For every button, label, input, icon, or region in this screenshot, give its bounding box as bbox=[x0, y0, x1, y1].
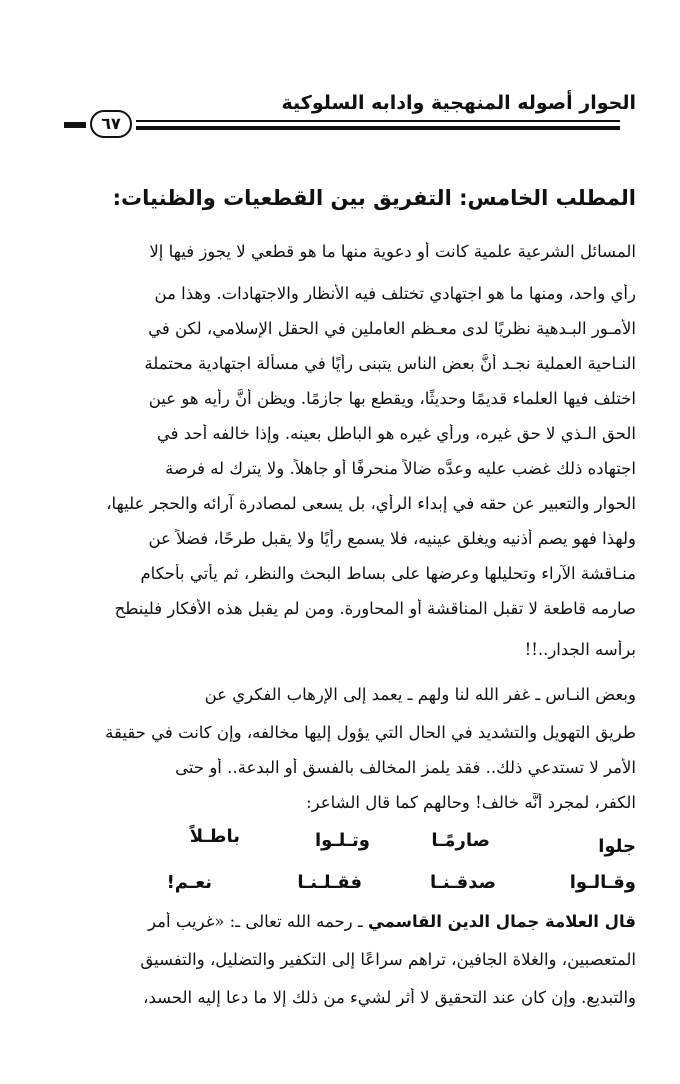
poem-word: نعـم! bbox=[166, 872, 212, 893]
paragraph-line: النـاحية العملية نجـد أنَّ بعض الناس يتبنى رأيًا في مسألة اجتهادية محتملة bbox=[144, 354, 636, 373]
quote-opening: ـ رحمه الله تعالى ـ: «غريب أمر bbox=[148, 912, 363, 931]
paragraph-line: صارمه قاطعة لا تقبل المناقشة أو المحاورة. ومن لم يقبل هذه الأفكار فلينطح bbox=[114, 599, 636, 618]
quote-attribution: قال العلامة جمال الدين القاسمي bbox=[367, 912, 636, 931]
paragraph-line: الكفر، لمجرد أنَّه خالف! وحالهم كما قال الشاعر: bbox=[306, 793, 636, 812]
paragraph-line: الحوار والتعبير عن حقه في إبداء الرأي، بل يسعى لمصادرة آرائه والحجر عليها، bbox=[106, 494, 636, 513]
paragraph-line: طريق التهويل والتشديد في الحال التي يؤول إليها مخالفه، وإن كانت في حقيقة bbox=[105, 723, 636, 742]
header-rule bbox=[64, 114, 620, 133]
section-heading: المطلب الخامس: التفريق بين القطعيات والظنيات: bbox=[112, 186, 636, 210]
paragraph-line: الحق الـذي لا حق غيره، ورأي غيره هو الباطل بعينه. وإذا خالفه أحد في bbox=[156, 424, 636, 443]
paragraph-line: منـاقشة الآراء وتحليلها وعرضها على بساط البحث والنظر، ثم يأتي بأحكام bbox=[140, 564, 636, 583]
paragraph-line: الأمر لا تستدعي ذلك.. فقد يلمز المخالف بالفسق أو البدعة.. أو حتى bbox=[175, 758, 636, 777]
page-number: ٦٧ bbox=[90, 110, 132, 138]
paragraph-line: برأسه الجدار..!! bbox=[524, 640, 636, 659]
paragraph-line: اجتهاده ذلك غضب عليه وعدَّه ضالاً منحرفًا أو جاهلاً. ولا يترك له فرصة bbox=[165, 459, 636, 478]
paragraph-line: رأي واحد، ومنها ما هو اجتهادي تختلف فيه الأنظار والاجتهادات. وهذا من bbox=[154, 284, 636, 303]
quote-line: والتبديع. وإن كان عند التحقيق لا أثر لشيء من ذلك إلا ما دعا إليه الحسد، bbox=[143, 988, 636, 1007]
poem-word: وقـالـوا bbox=[569, 872, 636, 893]
running-title: الحوار أصوله المنهجية وادابه السلوكية bbox=[281, 92, 636, 114]
paragraph-line: المسائل الشرعية علمية كانت أو دعوية منها ما هو قطعي لا يجوز فيها إلا bbox=[149, 242, 636, 261]
paragraph-line: اختلف فيها العلماء قديمًا وحديثًا، ويقطع بها جازمًا. ويظن أنَّ رأيه هو عين bbox=[148, 389, 636, 408]
paragraph-line: ولهذا فهو يصم أذنيه ويغلق عينيه، فلا يسمع رأيًا ولا يقبل طرحًا، فضلاً عن bbox=[148, 529, 636, 548]
header-thick-line bbox=[136, 126, 620, 130]
quote-opening-line bbox=[44, 912, 636, 931]
poem-word: وتـلـوا bbox=[314, 830, 370, 851]
quote-line: المتعصبين، والغلاة الجافين، تراهم سراعًا إلى التكفير والتضليل، والتفسيق bbox=[140, 950, 636, 969]
poem-word: فقـلـنـا bbox=[297, 872, 362, 893]
poem-word: صارمًـا bbox=[431, 830, 490, 851]
paragraph-line: وبعض النـاس ـ غفر الله لنا ولهم ـ يعمد إلى الإرهاب الفكري عن bbox=[204, 685, 636, 704]
header-dash bbox=[64, 122, 86, 128]
poem-word: باطـلاً bbox=[189, 826, 240, 847]
header-thin-line bbox=[136, 120, 620, 122]
paragraph-line: الأمـور البـدهية نظريًا لدى معـظم العاملين في الحقل الإسلامي، لكن في bbox=[148, 319, 636, 338]
poem-word: جلوا bbox=[598, 836, 636, 857]
poem-word: صدقـنـا bbox=[430, 872, 496, 893]
